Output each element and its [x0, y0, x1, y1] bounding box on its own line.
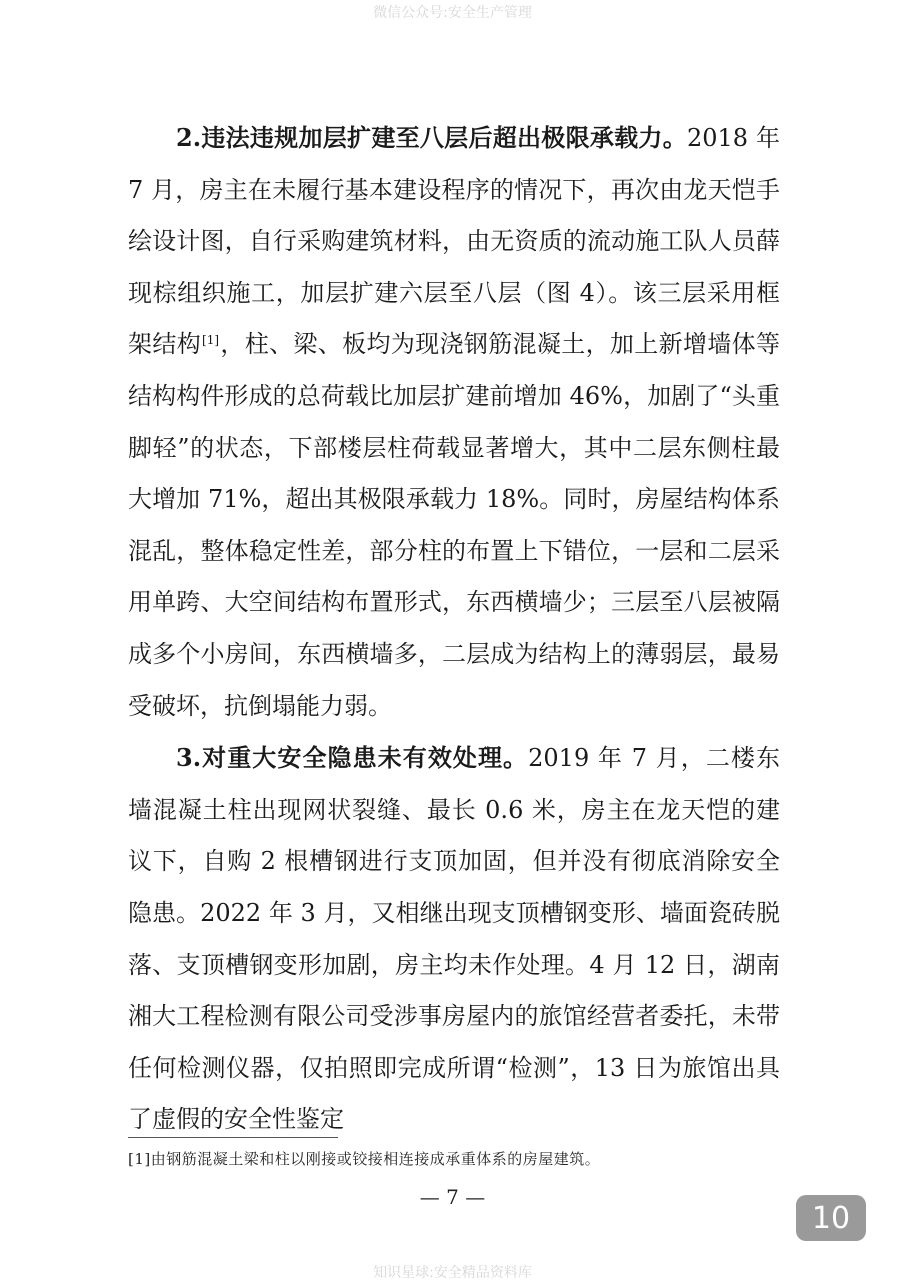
footnote-divider — [128, 1137, 338, 1138]
page-number: — 7 — — [419, 1185, 486, 1209]
section-3-heading: 3.对重大安全隐患未有效处理。 — [176, 743, 529, 773]
section-3-text: 2019 年 7 月，二楼东墙混凝土柱出现网状裂缝、最长 0.6 米，房主在龙天恺的建议下，自购 2 根槽钢进行支顶加固，但并没有彻底消除安全隐患。2022 年 3 月，又相继出现支顶槽钢变形、墙面瓷砖脱落、支顶槽钢变形加剧，房主均未作处理。4 月 12 日，湖南湘大工程检测有限公司受涉事房屋内的旅馆经营者委托，未带任何检测仪器，仅拍照即完成所谓“检测”，13 日为旅馆出具了虚假的安全性鉴定 — [128, 744, 780, 1134]
watermark-bottom: 知识星球:安全精品资料库 — [373, 1265, 532, 1281]
watermark-top: 微信公众号:安全生产管理 — [373, 5, 532, 21]
document-body — [128, 112, 780, 1146]
footnote-text: [1]由钢筋混凝土梁和柱以刚接或铰接相连接成承重体系的房屋建筑。 — [128, 1150, 601, 1168]
section-2-heading: 2.违法违规加层扩建至八层后超出极限承载力。 — [176, 123, 687, 152]
paragraph-section-2 — [128, 112, 780, 732]
section-2-text-a: 2018 年 7 月，房主在未履行基本建设程序的情况下，再次由龙天恺手绘设计图，自行采购建筑材料，由无资质的流动施工队人员薛现棕组织施工，加层扩建六层至八层（图 4）。该三层采用框架结构 — [128, 124, 780, 359]
footnote-reference[interactable]: [1] — [202, 333, 220, 348]
paragraph-section-3 — [128, 732, 780, 1146]
viewer-page-badge[interactable]: 10 — [796, 1195, 866, 1241]
section-2-text-b: ，柱、梁、板均为现浇钢筋混凝土，加上新增墙体等结构构件形成的总荷载比加层扩建前增加 46%，加剧了“头重脚轻”的状态，下部楼层柱荷载显著增大，其中二层东侧柱最大增加 71%，超出其极限承载力 18%。同时，房屋结构体系混乱，整体稳定性差，部分柱的布置上下错位，一层和二层采用单跨、大空间结构布置形式，东西横墙少；三层至八层被隔成多个小房间，东西横墙多，二层成为结构上的薄弱层，最易受破坏，抗倒塌能力弱。 — [128, 330, 781, 720]
